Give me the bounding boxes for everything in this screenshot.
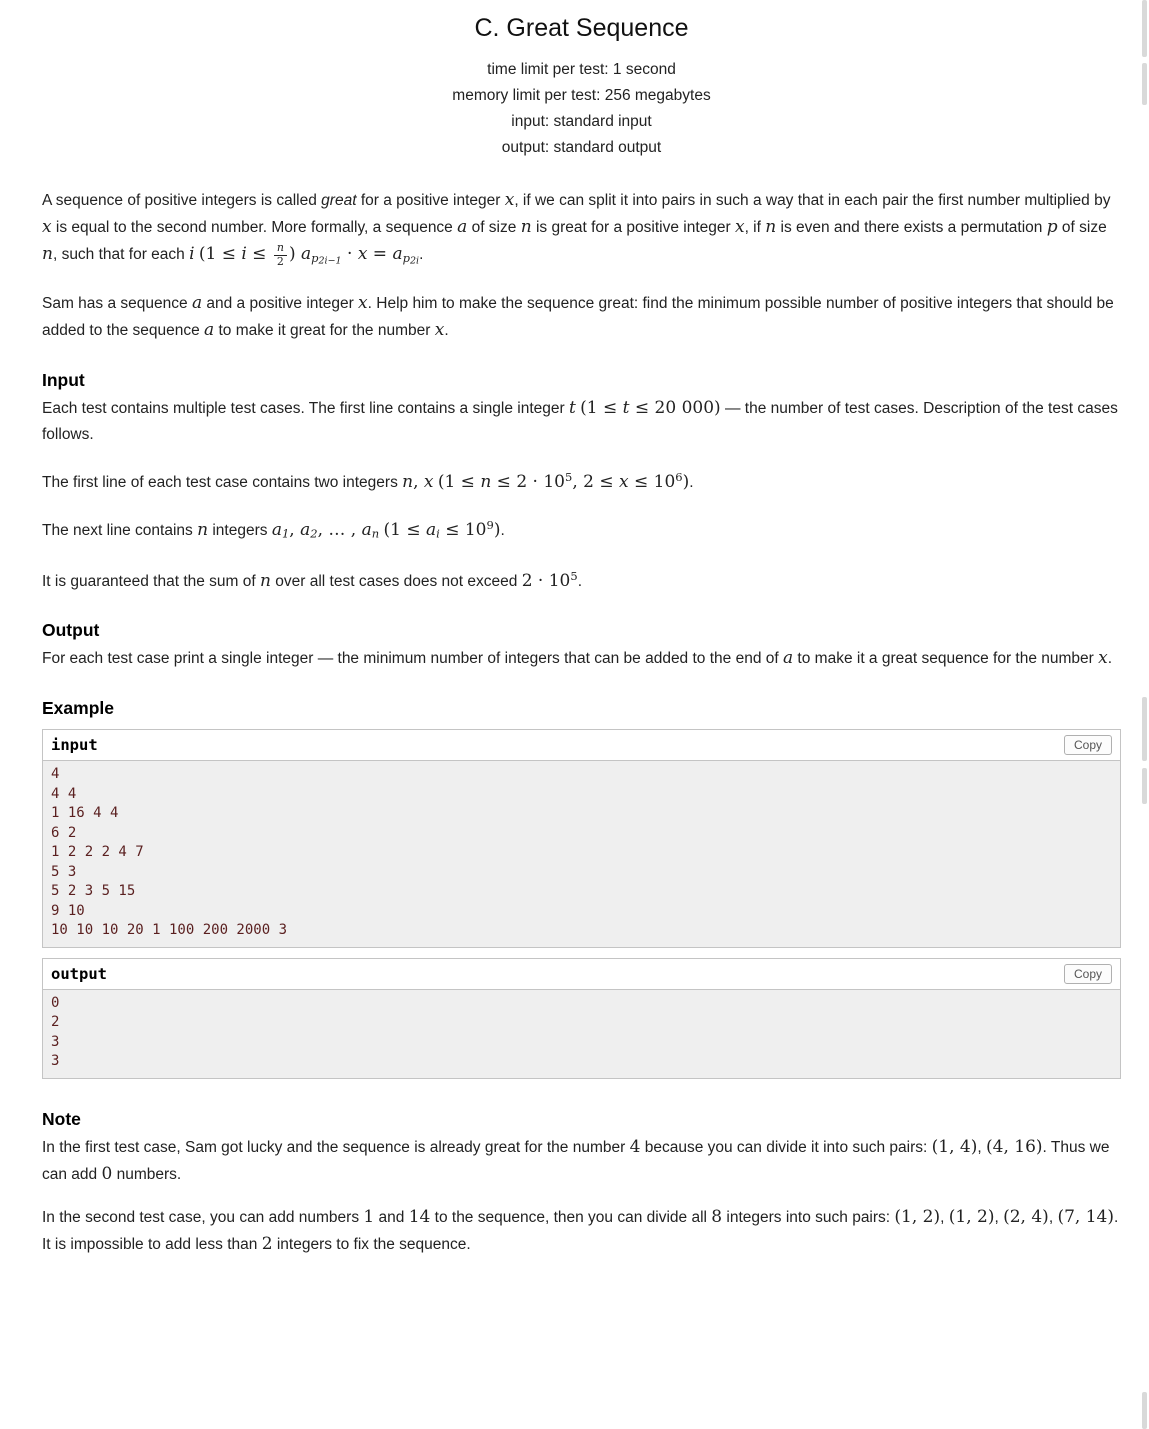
statement-paragraph-2: Sam has a sequence a and a positive integer x. Help him to make the sequence great: find the minimum possible number of positive integers that should be added to the sequence a to make it great for the number x. bbox=[42, 293, 1114, 341]
test-data-line: 4 4 bbox=[51, 785, 77, 802]
right-border-fragment bbox=[1142, 63, 1147, 105]
test-data-line: 2 bbox=[51, 1014, 60, 1031]
input-paragraph-2: The first line of each test case contains two integers n, x ($1 \le n \le 2 \cdot 10^5$, $2 \le x \le 10^6$). bbox=[42, 470, 694, 493]
test-data-line: 5 3 bbox=[51, 863, 77, 880]
output-heading: Output bbox=[42, 620, 100, 641]
memory-limit: memory limit per test: 256 megabytes bbox=[452, 87, 711, 104]
copy-output-button[interactable]: Copy bbox=[1064, 964, 1112, 984]
input-paragraph-1: Each test contains multiple test cases. The first line contains a single integer t (1 ≤ t ≤ 20 000) — the number of test cases. Description of the test cases follows. bbox=[42, 398, 1118, 444]
sample-input-header bbox=[43, 730, 1120, 761]
copy-input-button[interactable]: Copy bbox=[1064, 735, 1112, 755]
test-data-line: 4 bbox=[51, 766, 60, 783]
sample-input-box bbox=[42, 729, 1121, 948]
sample-output-data bbox=[43, 990, 1120, 1078]
sample-input-data bbox=[43, 761, 1120, 947]
test-data-line: 9 10 bbox=[51, 902, 85, 919]
sample-output-header bbox=[43, 959, 1120, 990]
time-limit: time limit per test: 1 second bbox=[487, 61, 676, 78]
output-file-spec: output: standard output bbox=[501, 139, 662, 156]
input-paragraph-4: It is guaranteed that the sum of n over all test cases does not exceed $2 \cdot 10^5$. bbox=[42, 568, 582, 591]
test-data-line: 10 10 10 20 1 100 200 2000 3 bbox=[51, 922, 288, 939]
test-data-line: 1 2 2 2 4 7 bbox=[51, 844, 144, 861]
note-heading: Note bbox=[42, 1108, 81, 1129]
input-paragraph-3: The next line contains n integers a1, a2, … , an (1 ≤ ai ≤ $10^9$). bbox=[42, 518, 505, 541]
right-border-fragment bbox=[1142, 0, 1147, 57]
output-paragraph-1: For each test case print a single integer — the minimum number of integers that can be added to the end of a to make it a great sequence for the number x. bbox=[42, 648, 1113, 669]
test-data-line: 0 bbox=[51, 994, 60, 1011]
test-data-line: 3 bbox=[51, 1053, 60, 1070]
inline-fraction: $\frac{n}{2}$ bbox=[274, 242, 287, 268]
example-heading: Example bbox=[42, 698, 114, 719]
note-paragraph-2: In the second test case, you can add numbers 1 and 14 to the sequence, then you can divide all 8 integers into such pairs: (1, 2), (1, 2), (2, 4), (7, 14). It is impossible to add less than 2 integers to fix the sequence. bbox=[42, 1206, 1119, 1254]
right-border-fragment bbox=[1142, 697, 1147, 761]
right-border-fragment bbox=[1142, 768, 1147, 804]
note-paragraph-1: In the first test case, Sam got lucky and the sequence is already great for the number 4 because you can divide it into such pairs: (1, 4), (4, 16). Thus we can add 0 numbers. bbox=[42, 1136, 1110, 1184]
sample-input-title: input bbox=[51, 736, 98, 755]
statement-paragraph-1: A sequence of positive integers is called great for a positive integer x, if we can split it into pairs in such a way that in each pair the first number multiplied by x is equal to the second number. More formally, a sequence a of size n is great for a positive integer x, if n is even and there exists a permutation p of size n, such that for each i (1 ≤ i ≤ $\frac{n}{2}$ ) $ap_{2i-1} \cdot x = ap_{2i}$. bbox=[42, 190, 1111, 269]
test-data-line: 3 bbox=[51, 1033, 60, 1050]
problem-limits bbox=[42, 57, 1121, 161]
right-border-fragment bbox=[1142, 1392, 1147, 1429]
test-data-line: 6 2 bbox=[51, 824, 77, 841]
input-heading: Input bbox=[42, 370, 85, 391]
sample-output-title: output bbox=[51, 964, 107, 983]
test-data-line: 5 2 3 5 15 bbox=[51, 883, 136, 900]
test-data-line: 1 16 4 4 bbox=[51, 805, 119, 822]
problem-title: C. Great Sequence bbox=[474, 14, 689, 42]
sample-output-box bbox=[42, 958, 1121, 1079]
input-file-spec: input: standard input bbox=[511, 113, 652, 130]
